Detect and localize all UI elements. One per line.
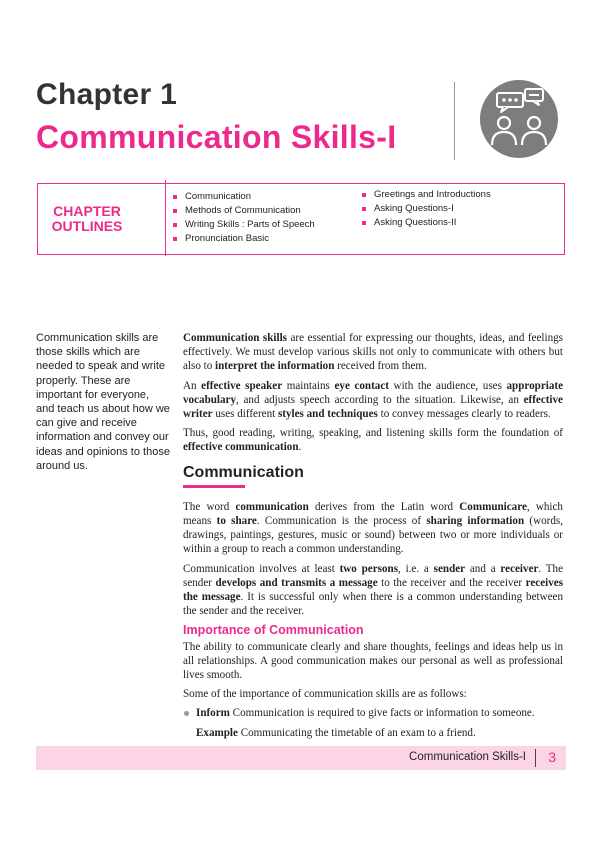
body-paragraph: Some of the importance of communication skills are as follows: [183,688,467,701]
outline-list-col1 [173,190,315,246]
sidenote: Communication skills are those skills which are needed to speak and write properly. These are important for everyone, and teach us about how we can give and receive information and convey our ideas and opinions to those around us. [36,332,170,472]
header-divider [454,82,455,160]
chapter-outlines-box [37,183,565,255]
page-number: 3 [548,749,556,765]
outline-item: Greetings and Introductions [362,188,491,202]
intro-paragraph: An effective speaker maintains eye contact with the audience, uses appropriate vocabulary, and adjusts speech according to the situation. Likewise, an effective writer uses different styles and techniques to convey messages clearly to readers. [183,379,563,421]
icon-circle [480,80,558,158]
footer-chapter-title: Communication Skills-I [409,751,526,763]
subsection-heading: Importance of Communication [183,623,364,638]
chapter-label: Chapter 1 [36,78,178,111]
chapter-title: Communication Skills-I [36,119,397,155]
outline-item: Asking Questions-II [362,216,491,230]
outline-item: Communication [173,190,315,204]
outline-item: Methods of Communication [173,204,315,218]
bullet-item: Inform Communication is required to give facts or information to someone. [183,706,563,720]
intro-paragraph: Communication skills are essential for expressing our thoughts, ideas, and feelings effectively. We must develop various skills not only to communicate with others but also to interpret the information received from them. [183,332,563,373]
footer-divider [535,749,536,767]
section-heading-underline [183,485,245,488]
conversation-icon [479,79,559,159]
body-paragraph: Communication involves at least two persons, i.e. a sender and a receiver. The sender develops and transmits a message to the receiver and the receiver receives the message. It is successful only when there is a common understanding between the sender and the receiver. [183,562,564,618]
intro-paragraph: Thus, good reading, writing, speaking, and listening skills form the foundation of effective communication. [183,427,563,454]
outline-item: Asking Questions-I [362,202,491,216]
outline-item: Writing Skills : Parts of Speech [173,218,315,232]
outlines-heading: CHAPTER OUTLINES [51,203,123,234]
section-heading: Communication [183,463,304,481]
outlines-divider [165,180,166,256]
main-content [183,331,563,745]
body-paragraph: The ability to communicate clearly and share thoughts, feelings and ideas help us in all relationships. A good communication makes our personal as well as professional lives smooth. [183,640,563,682]
outline-list-col2 [362,188,491,230]
body-paragraph: The word communication derives from the Latin word Communicare, which means to share. Communication is the process of sharing information (words, drawings, paintings, gestures, music or sound) between two or more individuals or within a group to reach a common understanding. [183,500,563,556]
outline-item: Pronunciation Basic [173,232,315,246]
example-line: Example Communicating the timetable of an exam to a friend. [196,726,476,739]
footer-band [36,746,566,770]
